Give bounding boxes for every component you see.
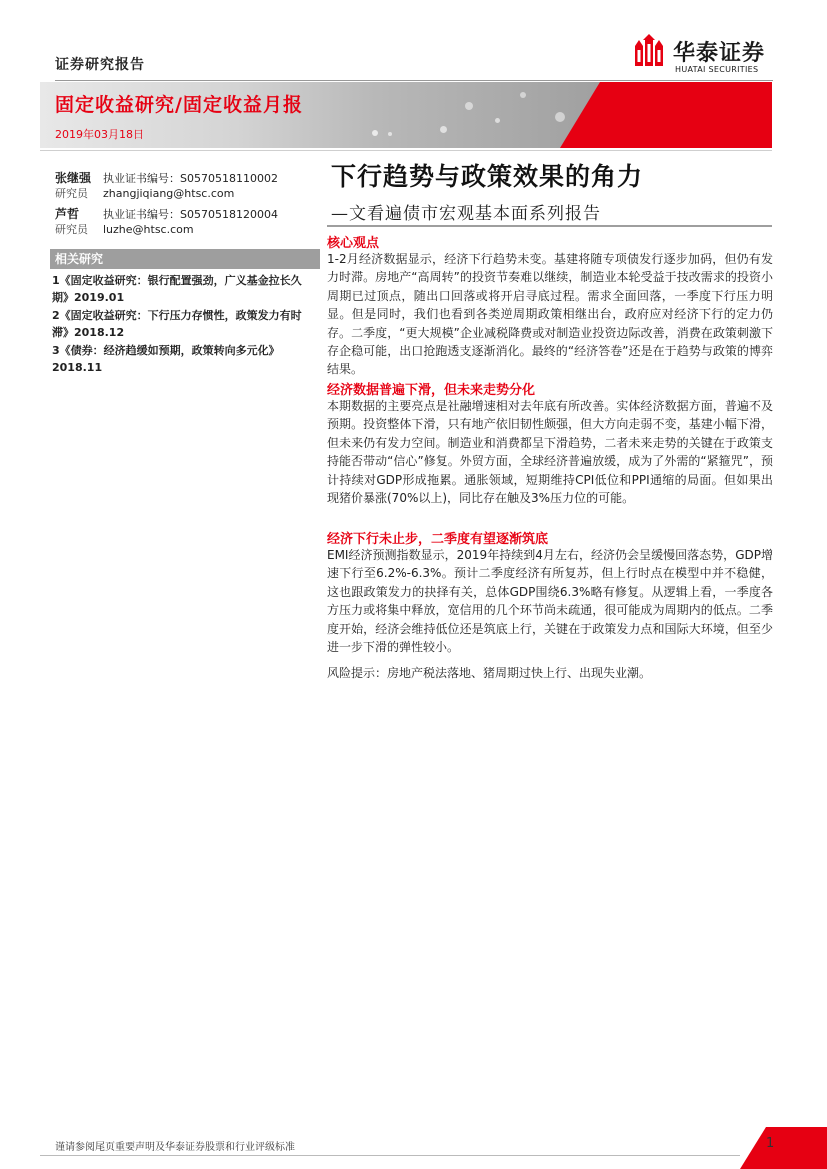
footer-red-block bbox=[766, 1127, 827, 1169]
section-heading: 核心观点 bbox=[327, 236, 380, 251]
section-paragraph: EMI经济预测指数显示，2019年持续到4月左右，经济仍会呈缓慢回落态势，GDP增速下行至6.2%-6.3%。预计二季度经济有所复苏，但上行时点在模型中并不稳健，这也跟政策发力的抉择有关，总体GDP围绕6.3%略有修复。从逻辑上看，一季度各方压力或将集中释放，宽信用的几个环节尚未疏通，很可能成为周期内的低点。二季度开始，经济会维持低位还是筑底上行，关键在于政策发力点和国际大环境，但至少进一步下滑的弹性较小。 bbox=[327, 548, 773, 655]
footer-accent bbox=[740, 1127, 766, 1169]
header-band-red bbox=[600, 82, 772, 148]
related-research-item[interactable]: 1《固定收益研究：银行配置强劲，广义基金拉长久期》2019.01 bbox=[52, 274, 302, 304]
section-paragraph: 1-2月经济数据显示，经济下行趋势未变。基建将随专项债发行逐步加码，但仍有发力时滞。房地产“高周转”的投资节奏难以继续，制造业本轮受益于技改需求的投资小周期已过顶点，随出口回落或将开启寻底过程。需求全面回落，一季度下行压力明显。但是同时，我们也看到各类逆周期政策相继出台，政府应对经济下行的定力仍存。二季度，“更大规模”企业减税降费或对制造业投资边际改善，消费在政策刺激下存企稳可能，出口抢跑透支逐渐消化。最终的“经济答卷”还是在于趋势与政策的博弈结果。 bbox=[327, 252, 773, 377]
footer-disclaimer: 谨请参阅尾页重要声明及华泰证券股票和行业评级标准 bbox=[55, 1142, 295, 1153]
analyst-name: 张继强 bbox=[55, 171, 92, 185]
analyst-email[interactable]: luzhe@htsc.com bbox=[103, 223, 194, 236]
related-research-heading: 相关研究 bbox=[50, 249, 320, 269]
report-category-title: 固定收益研究/固定收益月报 bbox=[55, 94, 303, 116]
cert-number: S0570518120004 bbox=[180, 208, 278, 221]
analyst-card bbox=[55, 207, 278, 237]
section-heading: 经济数据普遍下滑，但未来走势分化 bbox=[327, 383, 536, 398]
cert-label: 执业证书编号： bbox=[103, 208, 180, 221]
analyst-email[interactable]: zhangjiqiang@htsc.com bbox=[103, 187, 235, 200]
analyst-name: 芦哲 bbox=[55, 207, 80, 221]
report-date: 2019年03月18日 bbox=[55, 128, 144, 141]
report-title: 下行趋势与政策效果的角力 bbox=[331, 162, 644, 191]
report-subtitle: —文看遍债市宏观基本面系列报告 bbox=[331, 204, 601, 224]
section-heading: 经济下行未止步，二季度有望逐渐筑底 bbox=[327, 532, 549, 547]
header-band-accent bbox=[560, 82, 600, 148]
huatai-logo-icon bbox=[631, 34, 667, 70]
brand-name: 华泰证券 bbox=[673, 41, 766, 66]
footer-divider bbox=[40, 1155, 740, 1156]
report-type: 证券研究报告 bbox=[55, 57, 145, 73]
related-research-item[interactable]: 2《固定收益研究：下行压力存惯性，政策发力有时滞》2018.12 bbox=[52, 309, 302, 339]
page-number: 1 bbox=[766, 1136, 775, 1151]
cert-label: 执业证书编号： bbox=[103, 172, 180, 185]
header-divider bbox=[55, 80, 773, 81]
cert-number: S0570518110002 bbox=[180, 172, 278, 185]
analyst-role: 研究员 bbox=[55, 223, 88, 236]
analyst-role: 研究员 bbox=[55, 187, 88, 200]
risk-warning: 风险提示：房地产税法落地、猪周期过快上行、出现失业潮。 bbox=[327, 666, 652, 680]
brand-name-en: HUATAI SECURITIES bbox=[675, 65, 759, 74]
analyst-card bbox=[55, 171, 278, 201]
section-paragraph: 本期数据的主要亮点是社融增速相对去年底有所改善。实体经济数据方面，普遍不及预期。投资整体下滑，只有地产依旧韧性颇强，但大方向走弱不变，基建小幅下滑，但未来仍有发力空间。制造业和消费都呈下滑趋势，二者未来走势的关键在于政策支持能否带动“信心”修复。外贸方面，全球经济普遍放缓，成为了外需的“紧箍咒”，预计持续对GDP形成拖累。通胀领域，短期维持CPI低位和PPI通缩的局面。但如果出现猪价暴涨(70%以上)，同比存在触及3%压力位的可能。 bbox=[327, 399, 773, 506]
related-research-item[interactable]: 3《债券：经济趋缓如预期，政策转向多元化》2018.11 bbox=[52, 344, 280, 374]
header-bottom-divider bbox=[40, 150, 772, 151]
title-divider bbox=[327, 225, 772, 227]
related-research-list bbox=[52, 272, 302, 377]
